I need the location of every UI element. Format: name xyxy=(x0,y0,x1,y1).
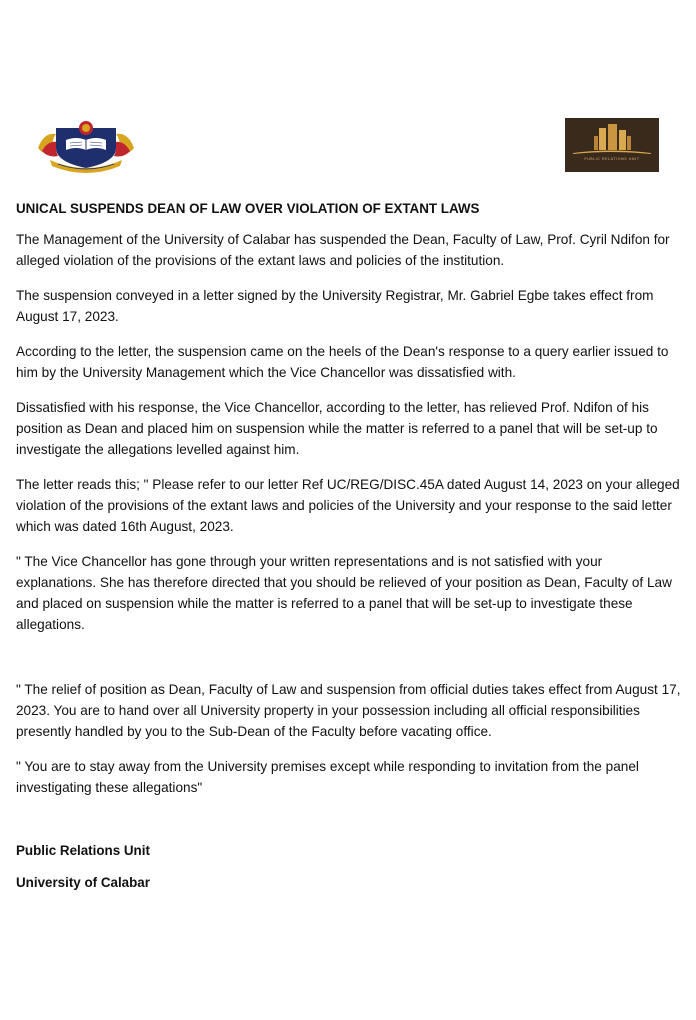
logo-brand-text: PUBLIC RELATIONS UNIT xyxy=(584,157,640,161)
paragraph: According to the letter, the suspension came on the heels of the Dean's response to a query earlier issued to him by the University Management which the Vice Chancellor was dissatisfied with. xyxy=(16,344,669,380)
paragraph: " The relief of position as Dean, Faculty of Law and suspension from official duties takes effect from August 17, 2023. You are to hand over all University property in your possession including all official responsibilities presently handled by you to the Sub-Dean of the Faculty before vacating office. xyxy=(16,682,681,739)
public-relations-unit-logo xyxy=(565,118,659,172)
paragraph: The letter reads this; " Please refer to our letter Ref UC/REG/DISC.45A dated August 14, 2023 on your alleged violation of the provisions of the extant laws and policies of the University and your response to the said letter which was dated 16th August, 2023. xyxy=(16,477,680,534)
paragraph: The suspension conveyed in a letter signed by the University Registrar, Mr. Gabriel Egbe takes effect from August 17, 2023. xyxy=(16,288,654,324)
paragraph: Dissatisfied with his response, the Vice Chancellor, according to the letter, has relieved Prof. Ndifon of his position as Dean and placed him on suspension while the matter is referred to a panel that will be set-up to investigate the allegations levelled against him. xyxy=(16,400,658,457)
university-crest-logo xyxy=(34,118,138,174)
headline: UNICAL SUSPENDS DEAN OF LAW OVER VIOLATION OF EXTANT LAWS xyxy=(16,201,480,216)
paragraph: " You are to stay away from the University premises except while responding to invitation from the panel investigating these allegations" xyxy=(16,759,639,795)
signature-institution: University of Calabar xyxy=(16,875,150,890)
signature-unit: Public Relations Unit xyxy=(16,843,150,858)
paragraph: The Management of the University of Calabar has suspended the Dean, Faculty of Law, Prof. Cyril Ndifon for alleged violation of the provisions of the extant laws and policies of the institution. xyxy=(16,232,670,268)
crest-icon xyxy=(34,118,138,174)
building-icon xyxy=(565,118,659,172)
article-body xyxy=(16,200,684,892)
paragraph: " The Vice Chancellor has gone through your written representations and is not satisfied with your explanations. She has therefore directed that you should be relieved of your position as Dean, Faculty of Law and placed on suspension while the matter is referred to a panel that will be set-up to investigate these allegations. xyxy=(16,554,672,632)
